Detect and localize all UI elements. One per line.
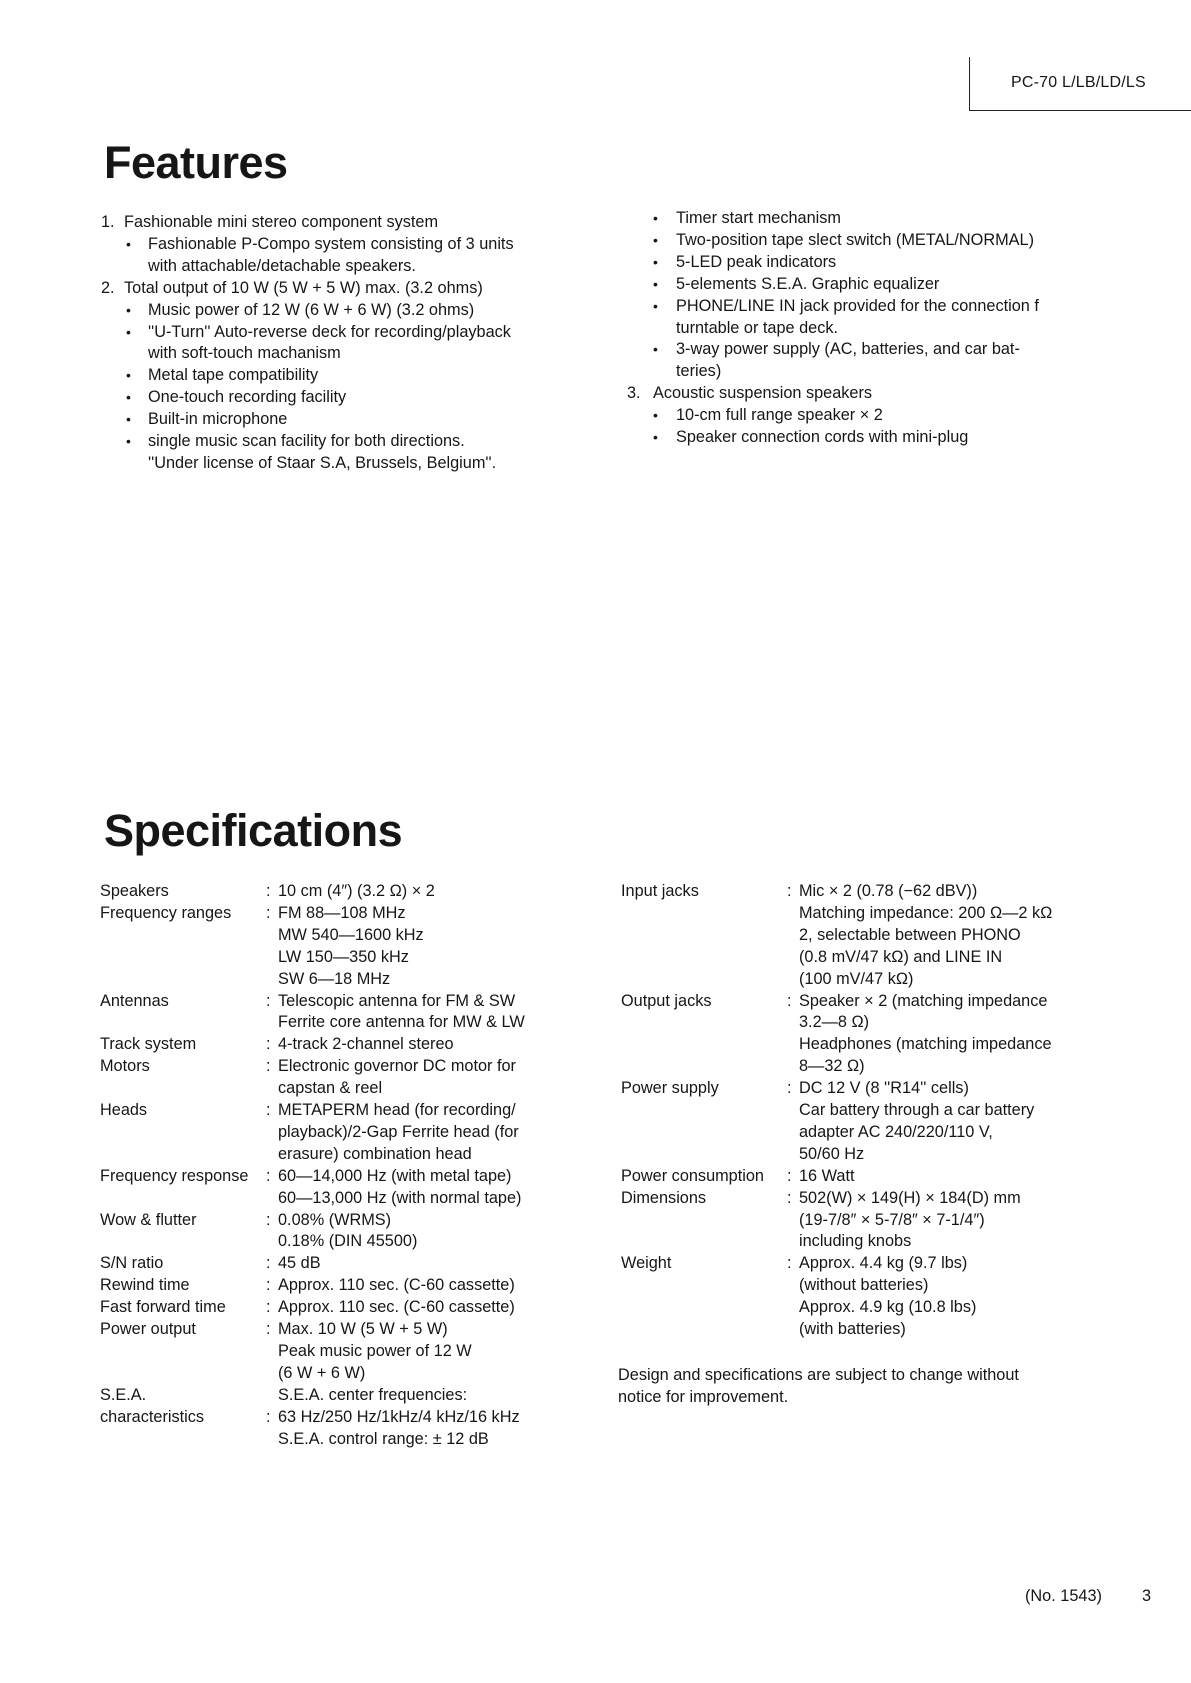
feature-item: 5-elements S.E.A. Graphic equalizer	[676, 274, 940, 293]
spec-value: LW 150—350 kHz	[278, 947, 409, 966]
bullet-icon: •	[653, 407, 658, 424]
bullet-icon: •	[653, 297, 658, 314]
spec-colon: :	[266, 991, 271, 1010]
spec-label: Rewind time	[100, 1276, 190, 1295]
feature-number: 3.	[627, 384, 641, 403]
spec-value: including knobs	[799, 1232, 912, 1251]
spec-colon: :	[787, 1166, 792, 1185]
spec-value: 50/60 Hz	[799, 1144, 865, 1163]
feature-item: One-touch recording facility	[148, 388, 347, 407]
spec-label: Power supply	[621, 1079, 719, 1098]
spec-value: MW 540—1600 kHz	[278, 925, 424, 944]
spec-label: Dimensions	[621, 1188, 707, 1207]
bullet-icon: •	[653, 231, 658, 248]
spec-label: Speakers	[100, 882, 169, 900]
bullet-icon: •	[126, 323, 131, 340]
bullet-icon: •	[126, 433, 131, 449]
spec-value: 8—32 Ω)	[799, 1057, 865, 1076]
spec-colon: :	[787, 991, 792, 1010]
spec-label: Frequency ranges	[100, 903, 232, 922]
spec-value: METAPERM head (for recording/	[278, 1101, 516, 1119]
spec-label: Fast forward time	[100, 1298, 226, 1317]
spec-colon: :	[266, 1057, 271, 1076]
spec-label: Heads	[100, 1101, 148, 1119]
spec-value: Approx. 110 sec. (C-60 cassette)	[278, 1298, 515, 1317]
spec-value: 4-track 2-channel stereo	[278, 1035, 454, 1054]
spec-value: Mic × 2 (0.78 (−62 dBV))	[799, 882, 978, 900]
specifications-title: Specifications	[104, 805, 403, 856]
spec-colon: :	[266, 1210, 271, 1229]
feature-item: Metal tape compatibility	[148, 366, 319, 385]
spec-value: 16 Watt	[799, 1166, 855, 1185]
bullet-icon: •	[126, 389, 131, 406]
spec-colon: :	[787, 1188, 792, 1207]
spec-value: DC 12 V (8 ''R14'' cells)	[799, 1079, 969, 1098]
spec-colon: :	[266, 903, 271, 922]
spec-value: Approx. 4.4 kg (9.7 lbs)	[799, 1254, 968, 1273]
spec-value: Approx. 4.9 kg (10.8 lbs)	[799, 1298, 977, 1317]
feature-item: Built-in microphone	[148, 410, 288, 429]
spec-value: FM 88—108 MHz	[278, 903, 406, 922]
spec-colon: :	[266, 1407, 271, 1426]
doc-number: (No. 1543)	[1025, 1587, 1102, 1605]
spec-value: (19-7/8″ × 5-7/8″ × 7-1/4″)	[799, 1210, 985, 1229]
spec-colon: :	[787, 1254, 792, 1273]
spec-label: Weight	[621, 1254, 672, 1273]
spec-colon: :	[266, 1101, 271, 1119]
note-line: Design and specifications are subject to change without	[618, 1366, 1019, 1384]
feature-number: 1.	[101, 213, 115, 231]
spec-value: Electronic governor DC motor for	[278, 1057, 516, 1076]
feature-item-continued: turntable or tape deck.	[676, 318, 839, 337]
feature-heading: Fashionable mini stereo component system	[124, 213, 439, 231]
page-number: 3	[1142, 1587, 1152, 1605]
feature-item: ''U-Turn'' Auto-reverse deck for recording/playback	[148, 322, 511, 341]
spec-value: 502(W) × 149(H) × 184(D) mm	[799, 1188, 1021, 1207]
feature-item: Fashionable P-Compo system consisting of 3 units	[148, 234, 514, 253]
spec-value: (6 W + 6 W)	[278, 1363, 366, 1382]
spec-value: 0.18% (DIN 45500)	[278, 1232, 418, 1251]
spec-value: erasure) combination head	[278, 1144, 472, 1163]
spec-value: Telescopic antenna for FM & SW	[278, 991, 516, 1010]
feature-item: Timer start mechanism	[676, 209, 841, 227]
spec-label: S/N ratio	[100, 1254, 164, 1273]
spec-colon: :	[266, 1254, 271, 1273]
feature-item: 10-cm full range speaker × 2	[676, 406, 883, 425]
bullet-icon: •	[653, 275, 658, 292]
feature-heading: Total output of 10 W (5 W + 5 W) max. (3.2 ohms)	[124, 278, 483, 297]
feature-item-continued: with attachable/detachable speakers.	[148, 256, 416, 275]
spec-colon: :	[266, 882, 271, 900]
feature-item-continued: teries)	[676, 362, 722, 381]
spec-value: 63 Hz/250 Hz/1kHz/4 kHz/16 kHz	[278, 1407, 520, 1426]
spec-value: Speaker × 2 (matching impedance	[799, 991, 1048, 1010]
spec-value: 2, selectable between PHONO	[799, 925, 1021, 944]
spec-label: S.E.A.	[100, 1385, 147, 1404]
spec-value: Peak music power of 12 W	[278, 1341, 472, 1360]
spec-value: adapter AC 240/220/110 V,	[799, 1122, 993, 1141]
feature-item: single music scan facility for both directions.	[148, 432, 465, 450]
spec-label: Wow & flutter	[100, 1210, 197, 1229]
model-label: PC-70 L/LB/LD/LS	[1011, 74, 1146, 91]
bullet-icon: •	[126, 367, 131, 384]
bullet-icon: •	[653, 253, 658, 270]
spec-value: 60—13,000 Hz (with normal tape)	[278, 1188, 522, 1207]
spec-value: Headphones (matching impedance	[799, 1035, 1052, 1054]
bullet-icon: •	[126, 301, 131, 318]
feature-number: 2.	[101, 278, 115, 297]
spec-label: Antennas	[100, 991, 169, 1010]
spec-colon: :	[787, 1079, 792, 1098]
feature-item: Two-position tape slect switch (METAL/NORMAL)	[676, 230, 1034, 249]
features-title: Features	[104, 137, 288, 188]
bullet-icon: •	[126, 235, 131, 252]
spec-colon: :	[787, 882, 792, 900]
spec-value: 60—14,000 Hz (with metal tape)	[278, 1166, 512, 1185]
spec-label: Power consumption	[621, 1166, 764, 1185]
spec-value: (without batteries)	[799, 1276, 929, 1295]
spec-label: Power output	[100, 1320, 196, 1338]
spec-colon: :	[266, 1276, 271, 1295]
bullet-icon: •	[653, 341, 658, 358]
spec-value: S.E.A. center frequencies:	[278, 1385, 468, 1404]
spec-colon: :	[266, 1298, 271, 1317]
spec-colon: :	[266, 1320, 271, 1338]
spec-value: 0.08% (WRMS)	[278, 1210, 392, 1229]
spec-value: (with batteries)	[799, 1320, 906, 1338]
feature-item: Music power of 12 W (6 W + 6 W) (3.2 ohms)	[148, 300, 475, 319]
feature-heading: Acoustic suspension speakers	[653, 384, 873, 403]
feature-item-continued: ''Under license of Staar S.A, Brussels, Belgium''.	[148, 453, 497, 472]
spec-label: Output jacks	[621, 991, 712, 1010]
spec-label: characteristics	[100, 1407, 205, 1426]
spec-value: Max. 10 W (5 W + 5 W)	[278, 1320, 448, 1338]
feature-item: 5-LED peak indicators	[676, 252, 837, 271]
feature-item: Speaker connection cords with mini-plug	[676, 428, 969, 446]
spec-value: 3.2—8 Ω)	[799, 1013, 870, 1032]
note-line: notice for improvement.	[618, 1387, 789, 1406]
spec-value: SW 6—18 MHz	[278, 969, 391, 988]
spec-value: Matching impedance: 200 Ω—2 kΩ	[799, 903, 1053, 922]
bullet-icon: •	[653, 429, 658, 445]
spec-value: (0.8 mV/47 kΩ) and LINE IN	[799, 947, 1003, 966]
feature-item: PHONE/LINE IN jack provided for the connection f	[676, 296, 1039, 315]
spec-label: Track system	[100, 1035, 197, 1054]
spec-value: Approx. 110 sec. (C-60 cassette)	[278, 1276, 515, 1295]
spec-value: 45 dB	[278, 1254, 321, 1273]
spec-label: Frequency response	[100, 1166, 249, 1185]
spec-value: Car battery through a car battery	[799, 1101, 1035, 1119]
feature-item: 3-way power supply (AC, batteries, and car bat-	[676, 340, 1020, 359]
spec-value: S.E.A. control range: ± 12 dB	[278, 1429, 489, 1448]
bullet-icon: •	[126, 411, 131, 428]
spec-label: Input jacks	[621, 882, 699, 900]
bullet-icon: •	[653, 210, 658, 226]
spec-value: 10 cm (4″) (3.2 Ω) × 2	[278, 882, 435, 900]
spec-value: (100 mV/47 kΩ)	[799, 969, 914, 988]
feature-item-continued: with soft-touch machanism	[148, 344, 341, 363]
spec-value: capstan & reel	[278, 1079, 383, 1098]
spec-label: Motors	[100, 1057, 150, 1076]
spec-value: Ferrite core antenna for MW & LW	[278, 1013, 525, 1032]
spec-colon: :	[266, 1166, 271, 1185]
spec-value: playback)/2-Gap Ferrite head (for	[278, 1122, 519, 1141]
spec-colon: :	[266, 1035, 271, 1054]
